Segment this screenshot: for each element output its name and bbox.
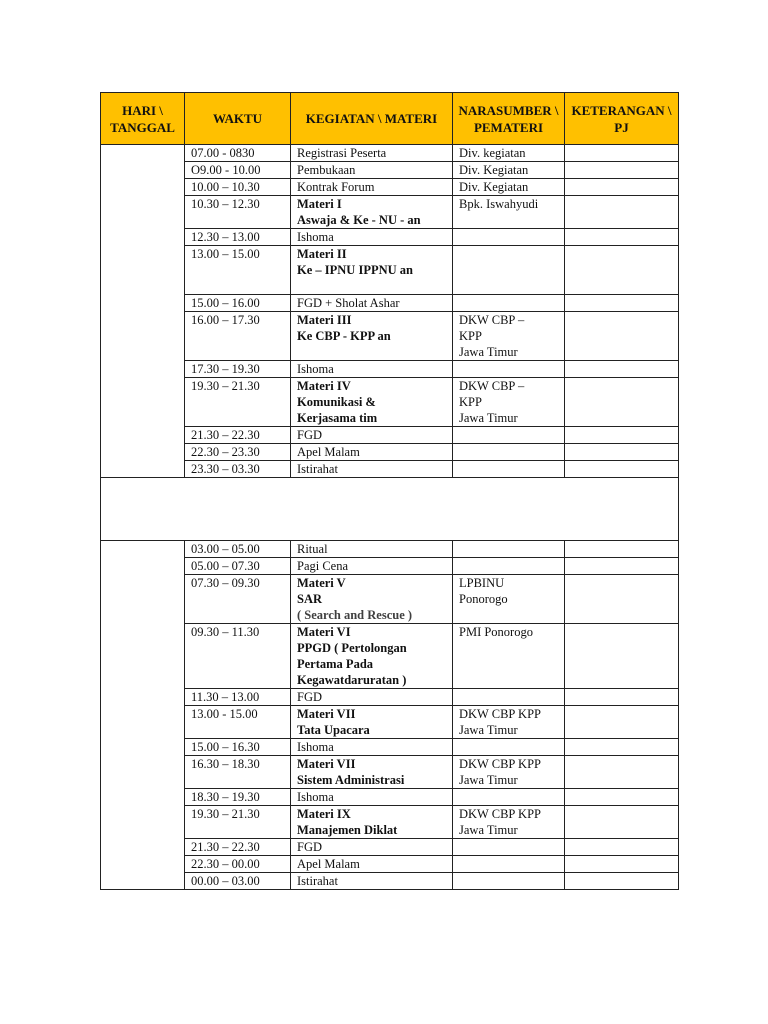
day-separator-cell xyxy=(101,478,679,541)
waktu-cell: O9.00 - 10.00 xyxy=(185,162,291,179)
kegiatan-cell xyxy=(291,461,453,478)
kegiatan-cell xyxy=(291,558,453,575)
keterangan-cell xyxy=(565,541,679,558)
kegiatan-line: Registrasi Peserta xyxy=(297,146,387,160)
keterangan-cell xyxy=(565,162,679,179)
kegiatan-line: Komunikasi & xyxy=(297,395,376,409)
kegiatan-line: Ishoma xyxy=(297,362,334,376)
keterangan-cell xyxy=(565,575,679,624)
kegiatan-cell xyxy=(291,378,453,427)
kegiatan-cell xyxy=(291,427,453,444)
waktu-cell: 21.30 – 22.30 xyxy=(185,427,291,444)
narasumber-line: PMI Ponorogo xyxy=(459,625,533,639)
narasumber-cell xyxy=(453,162,565,179)
keterangan-cell xyxy=(565,558,679,575)
kegiatan-line: Ishoma xyxy=(297,230,334,244)
kegiatan-cell xyxy=(291,541,453,558)
narasumber-cell xyxy=(453,873,565,890)
narasumber-cell xyxy=(453,246,565,295)
narasumber-cell xyxy=(453,312,565,361)
keterangan-cell xyxy=(565,444,679,461)
narasumber-line: DKW CBP – xyxy=(459,313,525,327)
schedule-table xyxy=(100,92,679,890)
narasumber-cell xyxy=(453,378,565,427)
narasumber-cell xyxy=(453,295,565,312)
kegiatan-line: Ishoma xyxy=(297,790,334,804)
table-row xyxy=(101,196,679,229)
waktu-cell: 17.30 – 19.30 xyxy=(185,361,291,378)
waktu-cell: 12.30 – 13.00 xyxy=(185,229,291,246)
table-row xyxy=(101,689,679,706)
kegiatan-cell xyxy=(291,575,453,624)
table-row xyxy=(101,575,679,624)
table-row xyxy=(101,541,679,558)
table-row xyxy=(101,312,679,361)
kegiatan-line: Sistem Administrasi xyxy=(297,773,405,787)
header-kegiatan-materi: KEGIATAN \ MATERI xyxy=(291,93,453,145)
kegiatan-cell xyxy=(291,806,453,839)
keterangan-cell xyxy=(565,806,679,839)
waktu-cell: 21.30 – 22.30 xyxy=(185,839,291,856)
kegiatan-cell xyxy=(291,444,453,461)
narasumber-cell xyxy=(453,756,565,789)
kegiatan-line xyxy=(297,278,446,294)
keterangan-cell xyxy=(565,689,679,706)
waktu-cell: 10.30 – 12.30 xyxy=(185,196,291,229)
kegiatan-line: Materi IV xyxy=(297,379,351,393)
day-cell xyxy=(101,541,185,890)
kegiatan-line: Pagi Cena xyxy=(297,559,349,573)
kegiatan-line: Pertama Pada xyxy=(297,657,374,671)
waktu-cell: 00.00 – 03.00 xyxy=(185,873,291,890)
waktu-cell: 05.00 – 07.30 xyxy=(185,558,291,575)
kegiatan-subtitle: ( Search and Rescue ) xyxy=(297,608,413,622)
waktu-cell: 10.00 – 10.30 xyxy=(185,179,291,196)
kegiatan-line: Istirahat xyxy=(297,462,338,476)
kegiatan-line: Manajemen Diklat xyxy=(297,823,398,837)
narasumber-line: KPP xyxy=(459,395,482,409)
narasumber-cell xyxy=(453,444,565,461)
narasumber-cell xyxy=(453,361,565,378)
keterangan-cell xyxy=(565,196,679,229)
kegiatan-line: Istirahat xyxy=(297,874,338,888)
kegiatan-cell xyxy=(291,229,453,246)
table-row xyxy=(101,378,679,427)
kegiatan-cell xyxy=(291,196,453,229)
narasumber-cell xyxy=(453,427,565,444)
kegiatan-line: Tata Upacara xyxy=(297,723,370,737)
table-row xyxy=(101,789,679,806)
table-row xyxy=(101,427,679,444)
waktu-cell: 11.30 – 13.00 xyxy=(185,689,291,706)
kegiatan-line: Materi IX xyxy=(297,807,351,821)
table-row xyxy=(101,246,679,295)
narasumber-cell xyxy=(453,179,565,196)
kegiatan-cell xyxy=(291,295,453,312)
kegiatan-line: Kontrak Forum xyxy=(297,180,375,194)
header-waktu: WAKTU xyxy=(185,93,291,145)
kegiatan-cell xyxy=(291,789,453,806)
waktu-cell: 15.00 – 16.00 xyxy=(185,295,291,312)
kegiatan-line: FGD xyxy=(297,428,323,442)
kegiatan-line: Ke – IPNU IPPNU an xyxy=(297,263,413,277)
table-row xyxy=(101,839,679,856)
kegiatan-line: PPGD ( Pertolongan xyxy=(297,641,407,655)
narasumber-line: DKW CBP – xyxy=(459,379,525,393)
waktu-cell: 13.00 - 15.00 xyxy=(185,706,291,739)
narasumber-line: Jawa Timur xyxy=(459,345,518,359)
narasumber-cell xyxy=(453,558,565,575)
kegiatan-cell xyxy=(291,839,453,856)
narasumber-line: Div. kegiatan xyxy=(459,146,526,160)
waktu-cell: 18.30 – 19.30 xyxy=(185,789,291,806)
kegiatan-line: Kegawatdaruratan ) xyxy=(297,673,407,687)
kegiatan-line: FGD xyxy=(297,840,323,854)
kegiatan-line: FGD xyxy=(297,690,323,704)
kegiatan-line: SAR xyxy=(297,592,323,606)
narasumber-cell xyxy=(453,461,565,478)
kegiatan-line: Materi VII xyxy=(297,757,356,771)
header-narasumber-pemateri: NARASUMBER \ PEMATERI xyxy=(453,93,565,145)
narasumber-line: Jawa Timur xyxy=(459,411,518,425)
narasumber-line: Jawa Timur xyxy=(459,773,518,787)
keterangan-cell xyxy=(565,789,679,806)
keterangan-cell xyxy=(565,295,679,312)
kegiatan-cell xyxy=(291,856,453,873)
table-row xyxy=(101,162,679,179)
keterangan-cell xyxy=(565,179,679,196)
narasumber-cell xyxy=(453,145,565,162)
table-row xyxy=(101,361,679,378)
keterangan-cell xyxy=(565,312,679,361)
narasumber-cell xyxy=(453,624,565,689)
waktu-cell: 03.00 – 05.00 xyxy=(185,541,291,558)
keterangan-cell xyxy=(565,229,679,246)
keterangan-cell xyxy=(565,461,679,478)
kegiatan-line: Apel Malam xyxy=(297,445,360,459)
keterangan-cell xyxy=(565,145,679,162)
waktu-cell: 19.30 – 21.30 xyxy=(185,378,291,427)
narasumber-line: DKW CBP KPP xyxy=(459,807,541,821)
narasumber-line: LPBINU xyxy=(459,576,505,590)
narasumber-cell xyxy=(453,706,565,739)
header-row xyxy=(101,93,679,145)
keterangan-cell xyxy=(565,378,679,427)
kegiatan-cell xyxy=(291,246,453,295)
table-row xyxy=(101,856,679,873)
table-row xyxy=(101,145,679,162)
table-row xyxy=(101,461,679,478)
narasumber-cell xyxy=(453,689,565,706)
narasumber-cell xyxy=(453,789,565,806)
narasumber-line: Jawa Timur xyxy=(459,823,518,837)
kegiatan-cell xyxy=(291,179,453,196)
narasumber-line: Bpk. Iswahyudi xyxy=(459,197,539,211)
narasumber-cell xyxy=(453,575,565,624)
table-row xyxy=(101,624,679,689)
waktu-cell: 22.30 – 00.00 xyxy=(185,856,291,873)
narasumber-cell xyxy=(453,196,565,229)
keterangan-cell xyxy=(565,839,679,856)
keterangan-cell xyxy=(565,856,679,873)
kegiatan-cell xyxy=(291,873,453,890)
waktu-cell: 19.30 – 21.30 xyxy=(185,806,291,839)
table-row xyxy=(101,229,679,246)
kegiatan-cell xyxy=(291,624,453,689)
kegiatan-line: Ke CBP - KPP an xyxy=(297,329,391,343)
keterangan-cell xyxy=(565,427,679,444)
kegiatan-cell xyxy=(291,162,453,179)
narasumber-cell xyxy=(453,541,565,558)
keterangan-cell xyxy=(565,739,679,756)
day-separator-row xyxy=(101,478,679,541)
table-row xyxy=(101,756,679,789)
table-row xyxy=(101,444,679,461)
kegiatan-cell xyxy=(291,312,453,361)
keterangan-cell xyxy=(565,246,679,295)
kegiatan-line: Materi III xyxy=(297,313,352,327)
keterangan-cell xyxy=(565,873,679,890)
kegiatan-line: Materi V xyxy=(297,576,346,590)
schedule-body xyxy=(101,145,679,890)
table-row xyxy=(101,806,679,839)
waktu-cell: 22.30 – 23.30 xyxy=(185,444,291,461)
table-row xyxy=(101,295,679,312)
kegiatan-cell xyxy=(291,756,453,789)
table-row xyxy=(101,873,679,890)
kegiatan-cell xyxy=(291,706,453,739)
kegiatan-line: Materi I xyxy=(297,197,342,211)
kegiatan-cell xyxy=(291,361,453,378)
kegiatan-line: Kerjasama tim xyxy=(297,411,378,425)
waktu-cell: 07.30 – 09.30 xyxy=(185,575,291,624)
kegiatan-line: Apel Malam xyxy=(297,857,360,871)
waktu-cell: 13.00 – 15.00 xyxy=(185,246,291,295)
kegiatan-line: Materi II xyxy=(297,247,347,261)
table-row xyxy=(101,558,679,575)
waktu-cell: 16.00 – 17.30 xyxy=(185,312,291,361)
keterangan-cell xyxy=(565,756,679,789)
narasumber-line: Ponorogo xyxy=(459,592,508,606)
narasumber-cell xyxy=(453,229,565,246)
keterangan-cell xyxy=(565,624,679,689)
header-hari-tanggal: HARI \ TANGGAL xyxy=(101,93,185,145)
narasumber-line: DKW CBP KPP xyxy=(459,707,541,721)
table-row xyxy=(101,706,679,739)
kegiatan-line: Pembukaan xyxy=(297,163,356,177)
day-cell xyxy=(101,145,185,478)
kegiatan-line: FGD + Sholat Ashar xyxy=(297,296,400,310)
table-row xyxy=(101,739,679,756)
kegiatan-line: Materi VI xyxy=(297,625,351,639)
narasumber-line: DKW CBP KPP xyxy=(459,757,541,771)
kegiatan-line: Materi VII xyxy=(297,707,356,721)
header-keterangan-pj: KETERANGAN \ PJ xyxy=(565,93,679,145)
keterangan-cell xyxy=(565,361,679,378)
narasumber-line: Jawa Timur xyxy=(459,723,518,737)
waktu-cell: 09.30 – 11.30 xyxy=(185,624,291,689)
kegiatan-line: Aswaja & Ke - NU - an xyxy=(297,213,421,227)
table-row xyxy=(101,179,679,196)
narasumber-cell xyxy=(453,806,565,839)
waktu-cell: 23.30 – 03.30 xyxy=(185,461,291,478)
narasumber-line: Div. Kegiatan xyxy=(459,163,529,177)
narasumber-line: Div. Kegiatan xyxy=(459,180,529,194)
kegiatan-line: Ritual xyxy=(297,542,328,556)
kegiatan-line: Ishoma xyxy=(297,740,334,754)
narasumber-line: KPP xyxy=(459,329,482,343)
keterangan-cell xyxy=(565,706,679,739)
kegiatan-cell xyxy=(291,145,453,162)
waktu-cell: 15.00 – 16.30 xyxy=(185,739,291,756)
narasumber-cell xyxy=(453,839,565,856)
narasumber-cell xyxy=(453,739,565,756)
kegiatan-cell xyxy=(291,739,453,756)
waktu-cell: 16.30 – 18.30 xyxy=(185,756,291,789)
waktu-cell: 07.00 - 0830 xyxy=(185,145,291,162)
kegiatan-cell xyxy=(291,689,453,706)
narasumber-cell xyxy=(453,856,565,873)
